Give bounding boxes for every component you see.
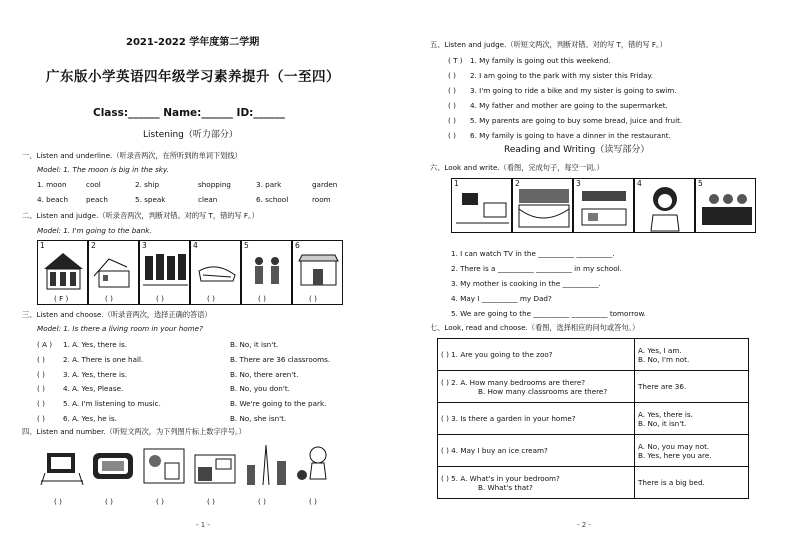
answer-blank[interactable]: ( ) bbox=[37, 414, 45, 423]
word-option[interactable]: 5. speak bbox=[135, 195, 166, 204]
question-text-b: B. What's that? bbox=[478, 482, 533, 492]
picture-tv-room bbox=[37, 441, 88, 491]
word-option[interactable]: 2. ship bbox=[135, 180, 160, 189]
word-option[interactable]: shopping bbox=[198, 180, 231, 189]
statement: 5. My parents are going to buy some bread, juice and fruit. bbox=[470, 115, 683, 125]
answer-blank[interactable]: ( ) bbox=[37, 354, 45, 364]
word-option[interactable]: room bbox=[312, 195, 331, 204]
answer-text-b: B. No, I'm not. bbox=[638, 354, 690, 364]
answer-blank[interactable]: ( ) bbox=[448, 85, 456, 95]
question-text: ( ) 1. Are you going to the zoo? bbox=[441, 350, 553, 359]
section4-picture-row bbox=[37, 441, 343, 491]
fill-sentence[interactable]: 4. May I __________ my Dad? bbox=[451, 294, 552, 303]
picture-kitchen bbox=[190, 441, 241, 491]
section5-heading: 五、Listen and judge.（听短文两次，判断对错。对的写 T，错的写 F。） bbox=[430, 40, 667, 49]
word-option[interactable]: clean bbox=[198, 195, 218, 204]
answer-blank[interactable]: ( ) bbox=[156, 294, 164, 303]
picture-house: 2 bbox=[88, 240, 139, 305]
answer-blank[interactable]: ( ) bbox=[37, 399, 45, 409]
option-b: B. We're going to the park. bbox=[230, 399, 327, 409]
picture-school: 3 bbox=[139, 240, 190, 305]
word-option[interactable]: peach bbox=[86, 195, 108, 204]
picture-playground: 2 bbox=[512, 178, 573, 233]
fill-sentence[interactable]: 1. I can watch TV in the __________ __________. bbox=[451, 249, 615, 258]
picture-kitchen: 3 bbox=[573, 178, 634, 233]
statement: 1. My family is going out this weekend. bbox=[470, 56, 611, 65]
answer-text-b: B. Yes, here you are. bbox=[638, 450, 712, 460]
table-row bbox=[438, 339, 749, 371]
answer-text: A. Yes, there is. bbox=[638, 409, 693, 419]
fill-sentence[interactable]: 2. There is a __________ __________ in my school. bbox=[451, 264, 622, 273]
word-option[interactable]: garden bbox=[312, 180, 338, 189]
answer-blank[interactable]: ( ) bbox=[448, 100, 456, 110]
picture-bus bbox=[88, 441, 139, 491]
answer-blank[interactable]: ( ) bbox=[448, 70, 456, 80]
option-b: B. No, there aren't. bbox=[230, 369, 299, 379]
answer-blank[interactable]: ( ) bbox=[258, 294, 266, 303]
option-a: 4. A. Yes, Please. bbox=[63, 384, 124, 394]
word-option[interactable]: 4. beach bbox=[37, 195, 69, 204]
page-number: - 1 - bbox=[196, 521, 210, 529]
answer-blank[interactable]: ( ) bbox=[258, 497, 266, 506]
section7-table bbox=[437, 338, 749, 499]
table-row bbox=[438, 467, 749, 499]
question-text: ( ) 5. A. What's in your bedroom? bbox=[441, 473, 560, 483]
statement: 6. My family is going to have a dinner in the restaurant. bbox=[470, 130, 671, 140]
answer-text: A. No, you may not. bbox=[638, 441, 710, 451]
answer-blank[interactable]: ( ) bbox=[207, 497, 215, 506]
option-a: 2. A. There is one hall. bbox=[63, 354, 144, 364]
section2-picture-row bbox=[37, 240, 343, 305]
statement: 2. I am going to the park with my sister this Friday. bbox=[470, 70, 654, 80]
statement: 4. My father and mother are going to the supermarket. bbox=[470, 100, 668, 110]
picture-shop: 6 bbox=[292, 240, 343, 305]
listening-heading: Listening（听力部分） bbox=[143, 130, 238, 140]
question-text: ( ) 4. May I buy an ice cream? bbox=[441, 446, 548, 455]
section6-picture-row bbox=[451, 178, 756, 233]
picture-bank: 1 bbox=[37, 240, 88, 305]
word-option[interactable]: 6. school bbox=[256, 195, 289, 204]
picture-city-tower bbox=[241, 441, 292, 491]
picture-people: 5 bbox=[241, 240, 292, 305]
option-b: B. No, you don't. bbox=[230, 384, 290, 394]
table-row bbox=[438, 435, 749, 467]
answer-text: There are 36. bbox=[638, 382, 687, 391]
answer-blank[interactable]: ( ) bbox=[207, 294, 215, 303]
section7-heading: 七、Look, read and choose.（看图，选择相应的问句或答句。） bbox=[430, 323, 640, 332]
statement: 3. I'm going to ride a bike and my sister is going to swim. bbox=[470, 85, 677, 95]
page-number: - 2 - bbox=[577, 521, 591, 529]
answer-text: A. Yes, I am. bbox=[638, 345, 682, 355]
reading-writing-heading: Reading and Writing（读写部分） bbox=[504, 145, 650, 155]
option-a: 1. A. Yes, there is. bbox=[63, 340, 127, 349]
section1-model: Model: 1. The moon is big in the sky. bbox=[37, 165, 169, 174]
answer-blank[interactable]: ( ) bbox=[156, 497, 164, 506]
question-text: ( ) 2. A. How many bedrooms are there? bbox=[441, 377, 586, 387]
answer-blank[interactable]: ( T ) bbox=[448, 56, 463, 65]
picture-restaurant: 5 bbox=[695, 178, 756, 233]
header-year: 2021-2022 学年度第二学期 bbox=[126, 37, 260, 48]
section6-heading: 六、Look and write.（看图，完成句子，每空一词。） bbox=[430, 163, 604, 172]
right-page bbox=[397, 0, 794, 550]
option-a: 5. A. I'm listening to music. bbox=[63, 399, 161, 409]
section4-heading: 四、Listen and number.（听短文两次，为下列图片标上数字序号。） bbox=[22, 427, 246, 436]
picture-garden bbox=[139, 441, 190, 491]
answer-blank[interactable]: ( ) bbox=[54, 497, 62, 506]
answer-text-b: B. No, it isn't. bbox=[638, 418, 687, 428]
picture-girl-phone: 4 bbox=[634, 178, 695, 233]
answer-text: There is a big bed. bbox=[638, 478, 705, 487]
answer-blank[interactable]: ( ) bbox=[105, 294, 113, 303]
table-row bbox=[438, 371, 749, 403]
answer-blank[interactable]: ( ) bbox=[448, 115, 456, 125]
section3-heading: 三、Listen and choose.（听录音两次，选择正确的答语） bbox=[22, 310, 212, 319]
option-b: B. No, she isn't. bbox=[230, 414, 287, 423]
section1-heading: 一、Listen and underline.（听录音两次，在所听到的单词下划线） bbox=[22, 151, 242, 160]
section3-model: Model: 1. Is there a living room in your home? bbox=[37, 324, 203, 333]
question-text-b: B. How many classrooms are there? bbox=[478, 386, 608, 396]
answer-blank[interactable]: ( A ) bbox=[37, 340, 53, 349]
page-title: 广东版小学英语四年级学习素养提升（一至四） bbox=[46, 69, 340, 85]
option-a: 6. A. Yes, he is. bbox=[63, 414, 117, 423]
option-a: 3. A. Yes, there is. bbox=[63, 369, 127, 379]
section2-heading: 二、Listen and judge.（听录音两次，判断对错。对的写 T，错的写 F。） bbox=[22, 211, 259, 220]
answer-blank[interactable]: ( ) bbox=[37, 369, 45, 379]
answer-blank[interactable]: ( ) bbox=[309, 294, 317, 303]
word-option[interactable]: cool bbox=[86, 180, 101, 189]
answer-blank[interactable]: ( ) bbox=[309, 497, 317, 506]
answer-blank[interactable]: ( ) bbox=[105, 497, 113, 506]
picture-shoes: 4 bbox=[190, 240, 241, 305]
fill-sentence[interactable]: 3. My mother is cooking in the __________. bbox=[451, 279, 601, 288]
picture-living-room: 1 bbox=[451, 178, 512, 233]
option-b: B. No, it isn't. bbox=[230, 340, 279, 349]
option-b: B. There are 36 classrooms. bbox=[230, 354, 331, 364]
table-row bbox=[438, 403, 749, 435]
answer-blank[interactable]: ( ) bbox=[37, 384, 45, 394]
word-option[interactable]: 3. park bbox=[256, 180, 282, 189]
picture-boy-ball bbox=[292, 441, 343, 491]
answer-blank[interactable]: ( F ) bbox=[54, 294, 69, 303]
section2-model: Model: 1. I'm going to the bank. bbox=[37, 226, 152, 235]
fill-sentence[interactable]: 5. We are going to the __________ __________ tomorrow. bbox=[451, 309, 646, 318]
question-text: ( ) 3. Is there a garden in your home? bbox=[441, 414, 576, 423]
class-name-id-line: Class:______ Name:______ ID:______ bbox=[93, 107, 285, 119]
answer-blank[interactable]: ( ) bbox=[448, 130, 456, 140]
word-option[interactable]: 1. moon bbox=[37, 180, 67, 189]
